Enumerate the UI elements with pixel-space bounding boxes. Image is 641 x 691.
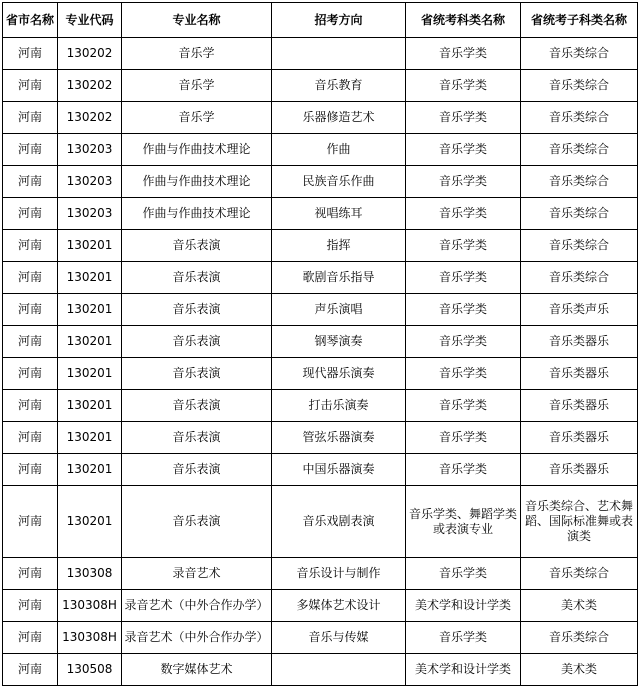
table-row bbox=[3, 358, 638, 390]
table-row bbox=[3, 558, 638, 590]
header-major-name: 专业名称 bbox=[122, 3, 272, 38]
cell-major-name: 音乐表演 bbox=[122, 262, 272, 294]
cell-major-name: 音乐表演 bbox=[122, 454, 272, 486]
cell-major-name: 音乐学 bbox=[122, 70, 272, 102]
table-row bbox=[3, 134, 638, 166]
cell-major-name: 录音艺术 bbox=[122, 558, 272, 590]
cell-exam-subcategory: 音乐类综合 bbox=[521, 134, 638, 166]
cell-exam-subcategory: 音乐类器乐 bbox=[521, 422, 638, 454]
cell-major-code: 130201 bbox=[58, 422, 122, 454]
cell-province: 河南 bbox=[3, 230, 58, 262]
cell-exam-subcategory: 音乐类综合 bbox=[521, 198, 638, 230]
header-province: 省市名称 bbox=[3, 3, 58, 38]
header-major-code: 专业代码 bbox=[58, 3, 122, 38]
table-row bbox=[3, 294, 638, 326]
cell-direction bbox=[272, 654, 406, 686]
cell-exam-subcategory: 音乐类综合、艺术舞蹈、国际标准舞或表演类 bbox=[521, 486, 638, 558]
cell-province: 河南 bbox=[3, 590, 58, 622]
cell-exam-category: 音乐学类 bbox=[406, 294, 521, 326]
cell-province: 河南 bbox=[3, 390, 58, 422]
cell-direction: 指挥 bbox=[272, 230, 406, 262]
cell-exam-category: 音乐学类 bbox=[406, 454, 521, 486]
cell-province: 河南 bbox=[3, 358, 58, 390]
cell-major-code: 130308H bbox=[58, 590, 122, 622]
cell-direction bbox=[272, 38, 406, 70]
cell-direction: 作曲 bbox=[272, 134, 406, 166]
cell-exam-subcategory: 音乐类器乐 bbox=[521, 326, 638, 358]
cell-exam-category: 音乐学类 bbox=[406, 358, 521, 390]
table-row bbox=[3, 70, 638, 102]
cell-exam-subcategory: 美术类 bbox=[521, 654, 638, 686]
cell-exam-category: 音乐学类 bbox=[406, 558, 521, 590]
cell-exam-subcategory: 音乐类综合 bbox=[521, 166, 638, 198]
table-row bbox=[3, 422, 638, 454]
cell-province: 河南 bbox=[3, 486, 58, 558]
cell-direction: 音乐与传媒 bbox=[272, 622, 406, 654]
table-row bbox=[3, 326, 638, 358]
cell-major-code: 130203 bbox=[58, 198, 122, 230]
cell-major-code: 130201 bbox=[58, 262, 122, 294]
cell-exam-category: 音乐学类 bbox=[406, 390, 521, 422]
cell-province: 河南 bbox=[3, 454, 58, 486]
table-row bbox=[3, 590, 638, 622]
cell-major-code: 130202 bbox=[58, 102, 122, 134]
cell-province: 河南 bbox=[3, 422, 58, 454]
cell-major-name: 数字媒体艺术 bbox=[122, 654, 272, 686]
cell-major-name: 音乐表演 bbox=[122, 326, 272, 358]
cell-exam-category: 音乐学类 bbox=[406, 166, 521, 198]
cell-province: 河南 bbox=[3, 558, 58, 590]
cell-direction: 管弦乐器演奏 bbox=[272, 422, 406, 454]
table-row bbox=[3, 38, 638, 70]
cell-exam-subcategory: 音乐类器乐 bbox=[521, 358, 638, 390]
cell-exam-category: 美术学和设计学类 bbox=[406, 654, 521, 686]
cell-major-code: 130201 bbox=[58, 230, 122, 262]
header-exam-subcategory: 省统考子科类名称 bbox=[521, 3, 638, 38]
cell-major-name: 音乐表演 bbox=[122, 358, 272, 390]
cell-direction: 音乐设计与制作 bbox=[272, 558, 406, 590]
cell-major-name: 音乐学 bbox=[122, 102, 272, 134]
major-table bbox=[2, 2, 638, 686]
cell-province: 河南 bbox=[3, 622, 58, 654]
cell-major-name: 作曲与作曲技术理论 bbox=[122, 198, 272, 230]
cell-province: 河南 bbox=[3, 134, 58, 166]
table-row bbox=[3, 230, 638, 262]
table-body bbox=[3, 38, 638, 686]
table-row bbox=[3, 654, 638, 686]
cell-exam-category: 音乐学类 bbox=[406, 262, 521, 294]
cell-exam-category: 美术学和设计学类 bbox=[406, 590, 521, 622]
cell-major-name: 音乐表演 bbox=[122, 390, 272, 422]
cell-direction: 多媒体艺术设计 bbox=[272, 590, 406, 622]
cell-direction: 中国乐器演奏 bbox=[272, 454, 406, 486]
cell-exam-subcategory: 音乐类器乐 bbox=[521, 454, 638, 486]
cell-exam-subcategory: 音乐类综合 bbox=[521, 38, 638, 70]
cell-province: 河南 bbox=[3, 262, 58, 294]
cell-province: 河南 bbox=[3, 198, 58, 230]
cell-major-code: 130202 bbox=[58, 70, 122, 102]
cell-major-name: 录音艺术（中外合作办学） bbox=[122, 622, 272, 654]
cell-major-code: 130508 bbox=[58, 654, 122, 686]
cell-direction: 现代器乐演奏 bbox=[272, 358, 406, 390]
cell-major-code: 130203 bbox=[58, 134, 122, 166]
table-header bbox=[3, 3, 638, 38]
cell-direction: 音乐教育 bbox=[272, 70, 406, 102]
cell-major-code: 130201 bbox=[58, 454, 122, 486]
table-row bbox=[3, 102, 638, 134]
cell-major-name: 作曲与作曲技术理论 bbox=[122, 166, 272, 198]
table-row bbox=[3, 262, 638, 294]
table-row bbox=[3, 390, 638, 422]
cell-major-code: 130203 bbox=[58, 166, 122, 198]
cell-exam-subcategory: 音乐类综合 bbox=[521, 622, 638, 654]
table-row bbox=[3, 454, 638, 486]
cell-province: 河南 bbox=[3, 38, 58, 70]
table-row bbox=[3, 166, 638, 198]
cell-major-code: 130308H bbox=[58, 622, 122, 654]
cell-province: 河南 bbox=[3, 70, 58, 102]
cell-major-code: 130201 bbox=[58, 326, 122, 358]
cell-major-name: 作曲与作曲技术理论 bbox=[122, 134, 272, 166]
table-row bbox=[3, 622, 638, 654]
cell-exam-category: 音乐学类 bbox=[406, 326, 521, 358]
cell-province: 河南 bbox=[3, 326, 58, 358]
cell-province: 河南 bbox=[3, 166, 58, 198]
cell-direction: 乐器修造艺术 bbox=[272, 102, 406, 134]
cell-direction: 音乐戏剧表演 bbox=[272, 486, 406, 558]
cell-exam-category: 音乐学类 bbox=[406, 102, 521, 134]
cell-exam-category: 音乐学类 bbox=[406, 622, 521, 654]
cell-direction: 视唱练耳 bbox=[272, 198, 406, 230]
cell-exam-subcategory: 音乐类综合 bbox=[521, 102, 638, 134]
cell-major-name: 音乐学 bbox=[122, 38, 272, 70]
cell-exam-subcategory: 音乐类声乐 bbox=[521, 294, 638, 326]
cell-direction: 民族音乐作曲 bbox=[272, 166, 406, 198]
cell-direction: 声乐演唱 bbox=[272, 294, 406, 326]
cell-exam-category: 音乐学类 bbox=[406, 70, 521, 102]
cell-exam-category: 音乐学类 bbox=[406, 230, 521, 262]
cell-major-name: 录音艺术（中外合作办学） bbox=[122, 590, 272, 622]
cell-province: 河南 bbox=[3, 102, 58, 134]
cell-exam-subcategory: 音乐类综合 bbox=[521, 70, 638, 102]
table-row bbox=[3, 486, 638, 558]
cell-major-name: 音乐表演 bbox=[122, 422, 272, 454]
cell-exam-subcategory: 音乐类综合 bbox=[521, 558, 638, 590]
cell-exam-subcategory: 音乐类器乐 bbox=[521, 390, 638, 422]
cell-major-name: 音乐表演 bbox=[122, 230, 272, 262]
cell-exam-category: 音乐学类 bbox=[406, 38, 521, 70]
cell-major-name: 音乐表演 bbox=[122, 294, 272, 326]
cell-major-code: 130201 bbox=[58, 358, 122, 390]
header-direction: 招考方向 bbox=[272, 3, 406, 38]
cell-exam-subcategory: 音乐类综合 bbox=[521, 230, 638, 262]
cell-major-name: 音乐表演 bbox=[122, 486, 272, 558]
cell-province: 河南 bbox=[3, 294, 58, 326]
cell-exam-subcategory: 音乐类综合 bbox=[521, 262, 638, 294]
cell-exam-category: 音乐学类 bbox=[406, 134, 521, 166]
cell-direction: 打击乐演奏 bbox=[272, 390, 406, 422]
cell-province: 河南 bbox=[3, 654, 58, 686]
cell-direction: 歌剧音乐指导 bbox=[272, 262, 406, 294]
header-row bbox=[3, 3, 638, 38]
cell-major-code: 130201 bbox=[58, 390, 122, 422]
cell-major-code: 130202 bbox=[58, 38, 122, 70]
cell-exam-category: 音乐学类、舞蹈学类或表演专业 bbox=[406, 486, 521, 558]
cell-direction: 钢琴演奏 bbox=[272, 326, 406, 358]
cell-major-code: 130201 bbox=[58, 486, 122, 558]
cell-exam-category: 音乐学类 bbox=[406, 198, 521, 230]
header-exam-category: 省统考科类名称 bbox=[406, 3, 521, 38]
cell-exam-category: 音乐学类 bbox=[406, 422, 521, 454]
cell-major-code: 130308 bbox=[58, 558, 122, 590]
table-row bbox=[3, 198, 638, 230]
cell-major-code: 130201 bbox=[58, 294, 122, 326]
cell-exam-subcategory: 美术类 bbox=[521, 590, 638, 622]
